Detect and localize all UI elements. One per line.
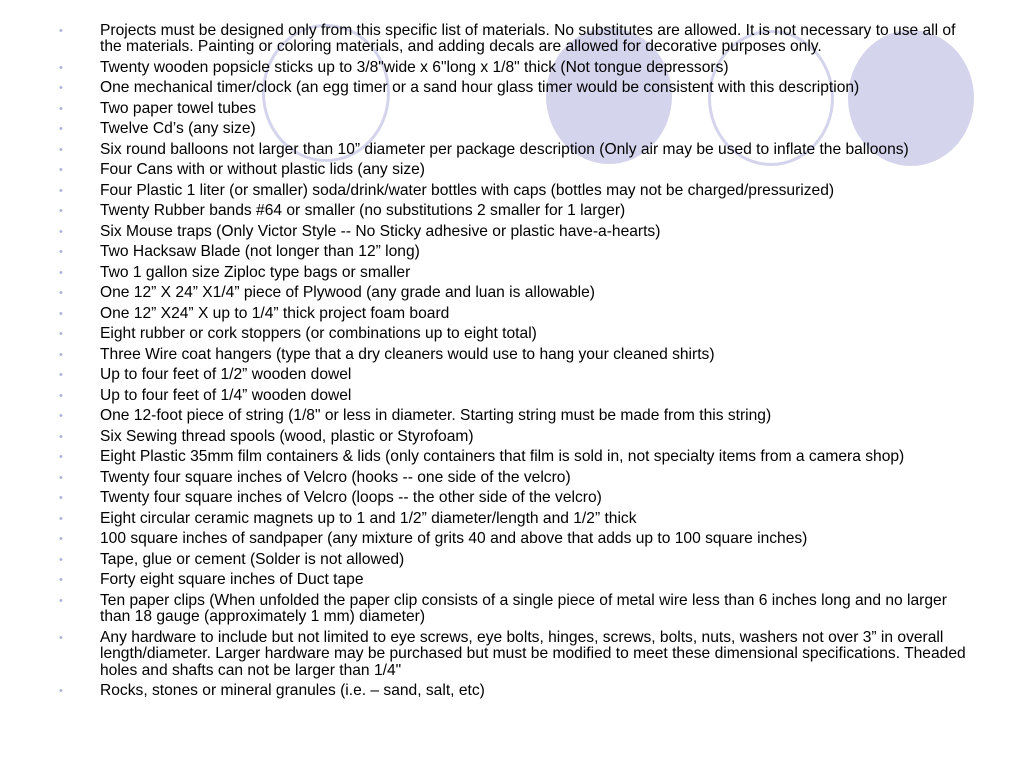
list-item: [58, 203, 968, 219]
bullet-icon: •: [59, 631, 63, 644]
bullet-icon: •: [59, 102, 63, 115]
list-item-text: Eight Plastic 35mm film containers & lids (only containers that film is sold in, not specialty items from a camera shop): [100, 448, 905, 466]
list-item: [58, 23, 968, 56]
bullet-icon: •: [59, 143, 63, 156]
list-item-text: Forty eight square inches of Duct tape: [100, 571, 364, 589]
list-item-text: Six round balloons not larger than 10” diameter per package description (Only air may be used to inflate the balloons): [100, 140, 909, 158]
list-item: [58, 101, 968, 117]
bullet-icon: •: [59, 348, 63, 361]
list-item: [58, 593, 968, 626]
bullet-icon: •: [59, 685, 63, 698]
list-item-text: Twenty Rubber bands #64 or smaller (no substitutions 2 smaller for 1 larger): [100, 202, 626, 220]
bullet-icon: •: [59, 594, 63, 607]
bullet-icon: •: [59, 307, 63, 320]
list-item-text: Projects must be designed only from this specific list of materials. No substitutes are allowed. It is not necessary to use all of the materials. Painting or coloring materials, and adding decals are allowed for decorative purposes only.: [100, 22, 956, 56]
list-item: [58, 408, 968, 424]
list-item: [58, 121, 968, 137]
bullet-icon: •: [59, 492, 63, 505]
list-item: [58, 429, 968, 445]
list-item: [58, 552, 968, 568]
list-item-text: One mechanical timer/clock (an egg timer or a sand hour glass timer would be consistent with this description): [100, 79, 860, 97]
bullet-icon: •: [59, 533, 63, 546]
list-item-text: Twelve Cd’s (any size): [100, 120, 256, 138]
list-item: [58, 142, 968, 158]
bullet-icon: •: [59, 369, 63, 382]
list-item: [58, 347, 968, 363]
bullet-icon: •: [59, 82, 63, 95]
list-item-text: Ten paper clips (When unfolded the paper clip consists of a single piece of metal wire less than 6 inches long and no larger than 18 gauge (approximately 1 mm) diameter): [100, 591, 947, 626]
list-item: [58, 162, 968, 178]
list-item-text: Six Mouse traps (Only Victor Style -- No Sticky adhesive or plastic have-a-hearts): [100, 222, 661, 240]
list-item: [58, 630, 968, 679]
list-item-text: Six Sewing thread spools (wood, plastic or Styrofoam): [100, 427, 474, 445]
bullet-icon: •: [59, 287, 63, 300]
list-item-text: Three Wire coat hangers (type that a dry cleaners would use to hang your cleaned shirts): [100, 345, 715, 363]
bullet-icon: •: [59, 451, 63, 464]
list-item-text: 100 square inches of sandpaper (any mixture of grits 40 and above that adds up to 100 square inches): [100, 530, 808, 548]
list-item: [58, 470, 968, 486]
list-item-text: Eight rubber or cork stoppers (or combinations up to eight total): [100, 325, 537, 343]
bullet-icon: •: [59, 123, 63, 136]
list-item-text: Up to four feet of 1/4” wooden dowel: [100, 386, 352, 404]
bullet-icon: •: [59, 61, 63, 74]
list-item-text: Two paper towel tubes: [100, 99, 257, 117]
list-item: [58, 683, 968, 699]
list-item: [58, 285, 968, 301]
list-item-text: Any hardware to include but not limited to eye screws, eye bolts, hinges, screws, bolts, nuts, washers not over 3” in overall length/diameter. Larger hardware may be purchased but must be modified to meet these dimensional specifications. Theaded holes and shafts can not be larger than 1/4": [100, 628, 966, 679]
bullet-icon: •: [59, 184, 63, 197]
list-item: [58, 224, 968, 240]
list-item-text: Twenty four square inches of Velcro (hooks -- one side of the velcro): [100, 468, 571, 486]
list-item-text: Two Hacksaw Blade (not longer than 12” long): [100, 243, 420, 261]
list-item-text: Rocks, stones or mineral granules (i.e. – sand, salt, etc): [100, 682, 485, 700]
bullet-icon: •: [59, 430, 63, 443]
list-item: [58, 244, 968, 260]
bullet-icon: •: [59, 512, 63, 525]
list-item: [58, 449, 968, 465]
bullet-icon: •: [59, 246, 63, 259]
bullet-icon: •: [59, 205, 63, 218]
list-item-text: Eight circular ceramic magnets up to 1 and 1/2” diameter/length and 1/2” thick: [100, 509, 637, 527]
list-item: [58, 490, 968, 506]
list-item-text: Tape, glue or cement (Solder is not allowed): [100, 550, 405, 568]
list-item: [58, 265, 968, 281]
list-item: [58, 326, 968, 342]
bullet-icon: •: [59, 553, 63, 566]
list-item-text: One 12” X24” X up to 1/4” thick project foam board: [100, 304, 450, 322]
bullet-icon: •: [59, 471, 63, 484]
bullet-icon: •: [59, 266, 63, 279]
bullet-icon: •: [59, 410, 63, 423]
list-item-text: Twenty wooden popsicle sticks up to 3/8"wide x 6"long x 1/8" thick (Not tongue depressors): [100, 58, 729, 76]
list-item-text: Twenty four square inches of Velcro (loops -- the other side of the velcro): [100, 489, 602, 507]
list-item: [58, 60, 968, 76]
list-item: [58, 388, 968, 404]
list-item: [58, 531, 968, 547]
bullet-icon: •: [59, 225, 63, 238]
bullet-icon: •: [59, 389, 63, 402]
list-item-text: Up to four feet of 1/2” wooden dowel: [100, 366, 352, 384]
bullet-icon: •: [59, 164, 63, 177]
list-item: [58, 572, 968, 588]
list-item-text: One 12-foot piece of string (1/8" or less in diameter. Starting string must be made from this string): [100, 407, 772, 425]
list-item: [58, 306, 968, 322]
bullet-icon: •: [59, 574, 63, 587]
list-item-text: Four Plastic 1 liter (or smaller) soda/drink/water bottles with caps (bottles may not be charged/pressurized): [100, 181, 835, 199]
list-item: [58, 367, 968, 383]
bullet-icon: •: [59, 328, 63, 341]
bullet-icon: •: [59, 25, 63, 37]
materials-list: [58, 23, 968, 704]
list-item: [58, 183, 968, 199]
list-item-text: Two 1 gallon size Ziploc type bags or smaller: [100, 263, 411, 281]
list-item-text: Four Cans with or without plastic lids (any size): [100, 161, 425, 179]
list-item: [58, 80, 968, 96]
list-item: [58, 511, 968, 527]
list-item-text: One 12” X 24” X1/4” piece of Plywood (any grade and luan is allowable): [100, 284, 595, 302]
